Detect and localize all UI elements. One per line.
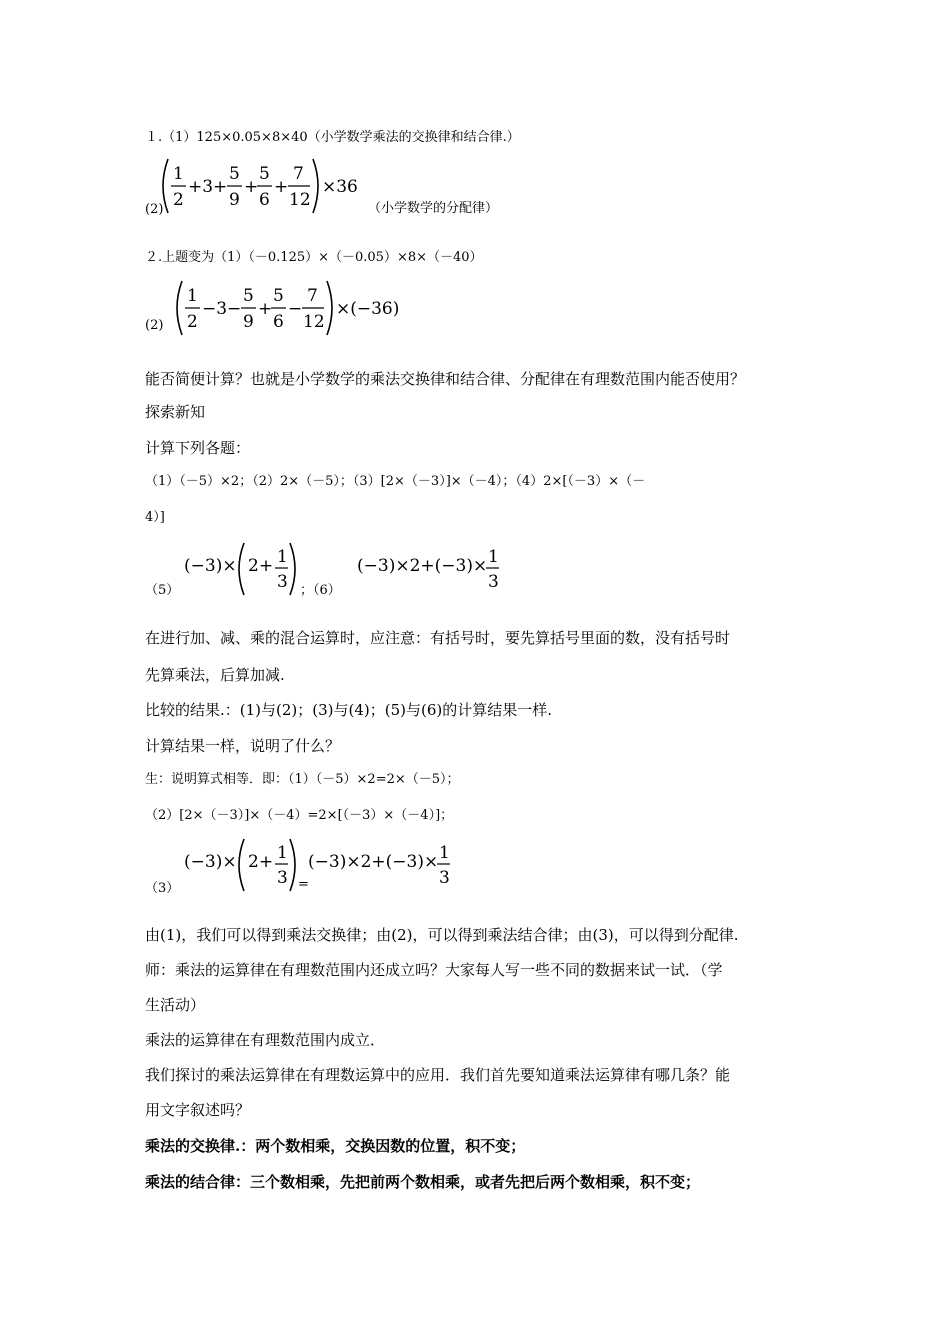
problem-2-2-expression <box>172 278 402 338</box>
svg-text:−: − <box>288 299 303 319</box>
paragraph-question: 能否简便计算？也就是小学数学的乘法交换律和结合律、分配律在有理数范围内能否使用？ <box>145 370 746 388</box>
paragraph-rule-line-2: 先算乘法，后算加减. <box>145 666 285 684</box>
exercise-6-label: ；（6） <box>300 583 341 598</box>
svg-text:9: 9 <box>243 312 254 332</box>
svg-text:1: 1 <box>173 164 184 184</box>
paragraph-compute-prompt: 计算下列各题： <box>145 439 251 457</box>
svg-text:−3−: −3− <box>202 299 242 319</box>
svg-text:12: 12 <box>303 312 325 332</box>
svg-text:+: + <box>258 299 273 319</box>
exercise-list-line-1: （1）（－5）×2；（2）2×（－5）；（3）[2×（－3）]×（－4）；（4）2×[（－3）×（－ <box>145 474 646 489</box>
svg-text:2: 2 <box>187 312 198 332</box>
exercise-6-expression <box>355 540 505 598</box>
svg-text:3: 3 <box>439 868 450 888</box>
svg-text:+: + <box>274 177 289 197</box>
svg-text:5: 5 <box>243 286 254 306</box>
law-associative: 乘法的结合律：三个数相乘，先把前两个数相乘，或者先把后两个数相乘，积不变； <box>145 1173 701 1191</box>
svg-text:5: 5 <box>259 164 270 184</box>
equation-3-left <box>182 836 300 894</box>
svg-text:1: 1 <box>439 843 450 863</box>
paragraph-comparison: 比较的结果.：(1)与(2)；(3)与(4)；(5)与(6)的计算结果一样. <box>145 701 553 719</box>
svg-text:1: 1 <box>488 547 499 567</box>
svg-text:(−3)×2+(−3)×: (−3)×2+(−3)× <box>357 556 488 576</box>
paragraph-student-answer: 生：说明算式相等．即：（1）（－5）×2=2×（－5）； <box>145 772 460 787</box>
equation-3-label: （3） <box>145 881 180 896</box>
svg-text:+: + <box>244 177 259 197</box>
paragraph-equation-2: （2）[2×（－3）]×（－4）=2×[（－3）×（－4）]； <box>145 808 454 823</box>
paragraph-laws-valid: 乘法的运算律在有理数范围内成立． <box>145 1031 386 1049</box>
problem-1-line: １.（1）125×0.05×8×40（小学数学乘法的交换律和结合律.） <box>145 130 520 145</box>
law-commutative: 乘法的交换律.：两个数相乘，交换因数的位置，积不变； <box>145 1137 526 1155</box>
paragraph-laws-derived: 由(1)，我们可以得到乘法交换律；由(2)，可以得到乘法结合律；由(3)，可以得到分配律. <box>145 926 739 944</box>
svg-text:2+: 2+ <box>248 852 274 872</box>
paragraph-application-line-2: 用文字叙述吗？ <box>145 1101 251 1119</box>
paragraph-teacher-line-1: 师：乘法的运算律在有理数范围内还成立吗？大家每人写一些不同的数据来试一试．（学 <box>145 961 723 979</box>
problem-1-2-expression <box>158 155 368 217</box>
svg-text:×(−36): ×(−36) <box>336 299 400 319</box>
svg-text:6: 6 <box>259 190 270 210</box>
svg-text:(−3)×2+(−3)×: (−3)×2+(−3)× <box>308 852 439 872</box>
svg-text:9: 9 <box>229 190 240 210</box>
svg-text:5: 5 <box>273 286 284 306</box>
svg-text:3: 3 <box>488 572 499 592</box>
svg-text:2+: 2+ <box>248 556 274 576</box>
svg-text:3: 3 <box>277 572 288 592</box>
paragraph-application-line-1: 我们探讨的乘法运算律在有理数运算中的应用．我们首先要知道乘法运算律有哪几条？能 <box>145 1066 731 1084</box>
svg-text:5: 5 <box>229 164 240 184</box>
svg-text:×36: ×36 <box>322 177 358 197</box>
exercise-5-expression <box>182 540 300 598</box>
problem-2-line: ２.上题变为（1）（－0.125）×（－0.05）×8×（－40） <box>145 250 483 265</box>
svg-text:+3+: +3+ <box>188 177 228 197</box>
svg-text:1: 1 <box>277 547 288 567</box>
svg-text:7: 7 <box>293 164 304 184</box>
svg-text:1: 1 <box>187 286 198 306</box>
svg-text:2: 2 <box>173 190 184 210</box>
problem-1-2-note: （小学数学的分配律） <box>368 201 499 216</box>
svg-text:1: 1 <box>277 843 288 863</box>
equation-3-equals: = <box>298 877 309 892</box>
svg-text:(−3)×: (−3)× <box>184 556 237 576</box>
svg-text:3: 3 <box>277 868 288 888</box>
problem-2-2-label: (2) <box>145 318 164 333</box>
paragraph-what-means: 计算结果一样，说明了什么？ <box>145 737 341 755</box>
svg-text:(−3)×: (−3)× <box>184 852 237 872</box>
problem-1-2-label: (2) <box>145 202 164 217</box>
section-heading-explore: 探索新知 <box>145 403 206 421</box>
exercise-list-line-2: 4）] <box>145 510 165 525</box>
svg-text:12: 12 <box>289 190 311 210</box>
equation-3-right <box>306 836 456 894</box>
paragraph-rule-line-1: 在进行加、减、乘的混合运算时，应注意：有括号时，要先算括号里面的数，没有括号时 <box>145 629 731 647</box>
svg-text:6: 6 <box>273 312 284 332</box>
paragraph-teacher-line-2: 生活动） <box>145 996 206 1014</box>
exercise-5-label: （5） <box>145 583 180 598</box>
svg-text:7: 7 <box>307 286 318 306</box>
